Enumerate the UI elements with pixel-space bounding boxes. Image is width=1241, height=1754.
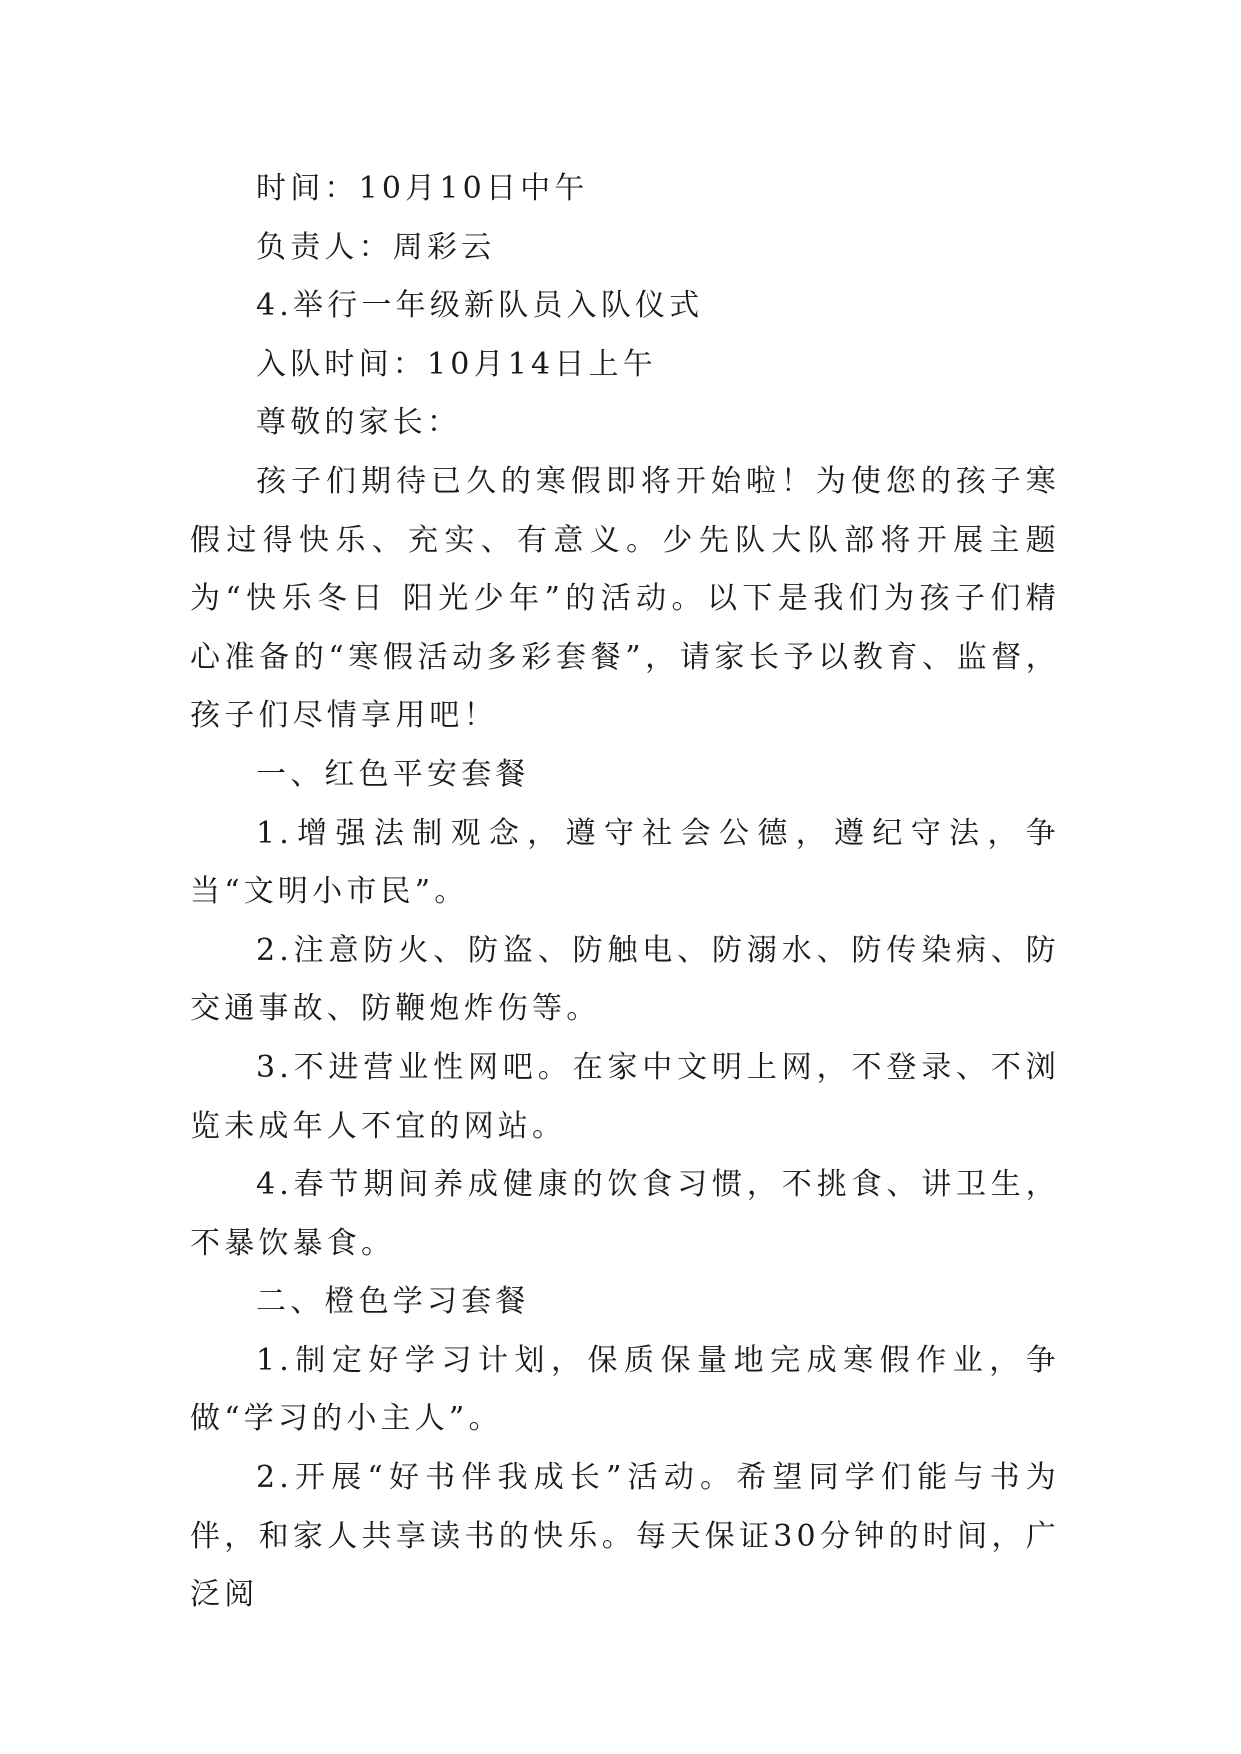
orange-item-1: 1.制定好学习计划，保质保量地完成寒假作业，争做“学习的小主人”。 xyxy=(190,1342,1060,1437)
section-heading-orange: 二、橙色学习套餐 xyxy=(256,1284,530,1320)
induction-time-line: 入队时间：10月14日上午 xyxy=(256,346,657,382)
red-item-3: 3.不进营业性网吧。在家中文明上网，不登录、不浏览未成年人不宜的网站。 xyxy=(190,1049,1060,1144)
document-page xyxy=(190,160,1060,1625)
item-4-ceremony: 4.举行一年级新队员入队仪式 xyxy=(256,288,704,324)
time-line: 时间：10月10日中午 xyxy=(256,171,589,206)
responsible-person-line: 负责人：周彩云 xyxy=(256,229,496,265)
red-item-1: 1.增强法制观念，遵守社会公德，遵纪守法，争当“文明小市民”。 xyxy=(190,815,1060,910)
orange-item-2: 2.开展“好书伴我成长”活动。希望同学们能与书为伴，和家人共享读书的快乐。每天保证30分钟的时间，广泛阅 xyxy=(190,1460,1060,1613)
red-item-2: 2.注意防火、防盗、防触电、防溺水、防传染病、防交通事故、防鞭炮炸伤等。 xyxy=(190,932,1060,1027)
section-heading-red: 一、红色平安套餐 xyxy=(256,756,530,792)
greeting: 尊敬的家长： xyxy=(256,405,462,441)
red-item-4: 4.春节期间养成健康的饮食习惯，不挑食、讲卫生，不暴饮暴食。 xyxy=(190,1167,1060,1261)
intro-paragraph: 孩子们期待已久的寒假即将开始啦！为使您的孩子寒假过得快乐、充实、有意义。少先队大队部将开展主题为“快乐冬日 阳光少年”的活动。以下是我们为孩子们精心准备的“寒假活动多彩套餐”，请家长予以教育、监督，孩子们尽情享用吧！ xyxy=(190,463,1060,734)
